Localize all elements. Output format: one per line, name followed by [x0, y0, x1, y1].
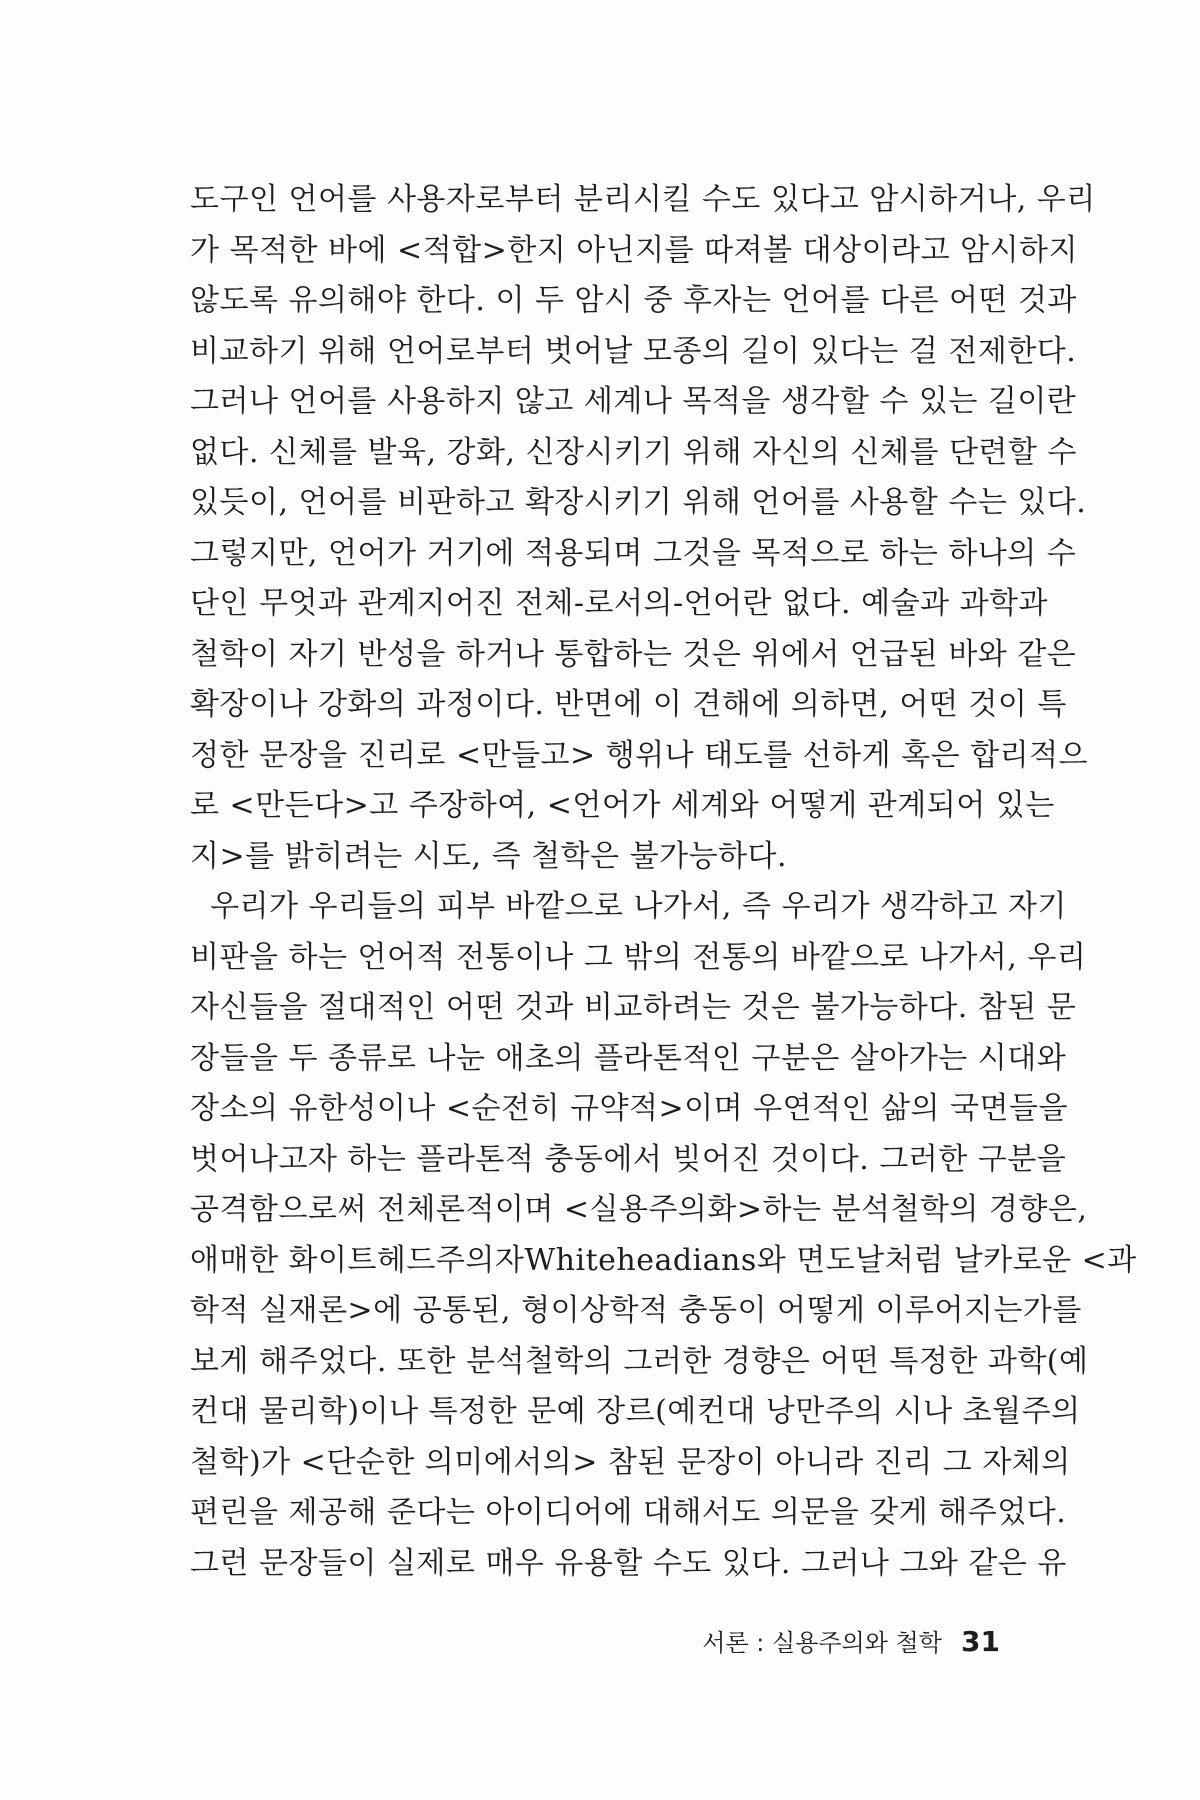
text-line: 장소의 유한성이나 <순전히 규약적>이며 우연적인 삶의 국면들을 — [190, 1091, 1068, 1126]
text-line: 단인 무엇과 관계지어진 전체-로서의-언어란 없다. 예술과 과학과 — [190, 586, 1049, 621]
paragraph-1 — [190, 175, 1096, 882]
text-line: 벗어나고자 하는 플라톤적 충동에서 빚어진 것이다. 그러한 구분을 — [190, 1141, 1067, 1177]
running-footer-title: 서론 : 실용주의와 철학 — [702, 1629, 942, 1657]
text-line: 않도록 유의해야 한다. 이 두 암시 중 후자는 언어를 다른 어떤 것과 — [190, 283, 1077, 318]
text-line: 있듯이, 언어를 비판하고 확장시키기 위해 언어를 사용할 수는 있다. — [190, 485, 1087, 520]
text-line: 컨대 물리학)이나 특정한 문예 장르(예컨대 낭만주의 시나 초월주의 — [190, 1394, 1081, 1429]
text-line: 그러나 언어를 사용하지 않고 세계나 목적을 생각할 수 있는 길이란 — [190, 384, 1077, 419]
text-line: 가 목적한 바에 <적합>한지 아닌지를 따져볼 대상이라고 암시하지 — [190, 232, 1079, 268]
text-line: 공격함으로써 전체론적이며 <실용주의화>하는 분석철학의 경향은, — [190, 1192, 1088, 1227]
text-line: 정한 문장을 진리로 <만들고> 행위나 태도를 선하게 혹은 합리적으 — [190, 737, 1089, 773]
paragraph-2 — [190, 882, 1137, 1589]
page-number: 31 — [961, 1625, 1000, 1658]
text-line: 도구인 언어를 사용자로부터 분리시킬 수도 있다고 암시하거나, 우리 — [190, 182, 1096, 217]
text-line: 편린을 제공해 준다는 아이디어에 대해서도 의문을 갖게 해주었다. — [190, 1495, 1067, 1530]
text-line: 비교하기 위해 언어로부터 벗어날 모종의 길이 있다는 걸 전제한다. — [190, 333, 1077, 369]
text-line: 학적 실재론>에 공통된, 형이상학적 충동이 어떻게 이루어지는가를 — [190, 1293, 1082, 1328]
text-line: 자신들을 절대적인 어떤 것과 비교하려는 것은 불가능하다. 참된 문 — [190, 990, 1077, 1025]
text-line: 없다. 신체를 발육, 강화, 신장시키기 위해 자신의 신체를 단련할 수 — [190, 434, 1077, 470]
text-line: 그런 문장들이 실제로 매우 유용할 수도 있다. 그러나 그와 같은 유 — [190, 1545, 1067, 1581]
page-footer — [702, 1622, 1000, 1662]
text-line: 로 <만든다>고 주장하여, <언어가 세계와 어떻게 관계되어 있는 — [190, 788, 1055, 823]
text-line: 우리가 우리들의 피부 바깥으로 나가서, 즉 우리가 생각하고 자기 — [190, 889, 1067, 924]
text-line: 비판을 하는 언어적 전통이나 그 밖의 전통의 바깥으로 나가서, 우리 — [190, 939, 1087, 975]
text-line: 철학)가 <단순한 의미에서의> 참된 문장이 아니라 진리 그 자체의 — [190, 1444, 1071, 1480]
text-line: 애매한 화이트헤드주의자Whiteheadians와 면도날처럼 날카로운 <과 — [190, 1242, 1137, 1278]
text-line: 보게 해주었다. 또한 분석철학의 그러한 경향은 어떤 특정한 과학(예 — [190, 1343, 1089, 1379]
text-line: 철학이 자기 반성을 하거나 통합하는 것은 위에서 언급된 바와 같은 — [190, 636, 1077, 672]
text-line: 지>를 밝히려는 시도, 즉 철학은 불가능하다. — [190, 838, 788, 874]
text-line: 그렇지만, 언어가 거기에 적용되며 그것을 목적으로 하는 하나의 수 — [190, 535, 1077, 571]
text-line: 장들을 두 종류로 나눈 애초의 플라톤적인 구분은 살아가는 시대와 — [190, 1040, 1067, 1076]
body-text — [190, 175, 1137, 1589]
text-line: 확장이나 강화의 과정이다. 반면에 이 견해에 의하면, 어떤 것이 특 — [190, 687, 1067, 722]
